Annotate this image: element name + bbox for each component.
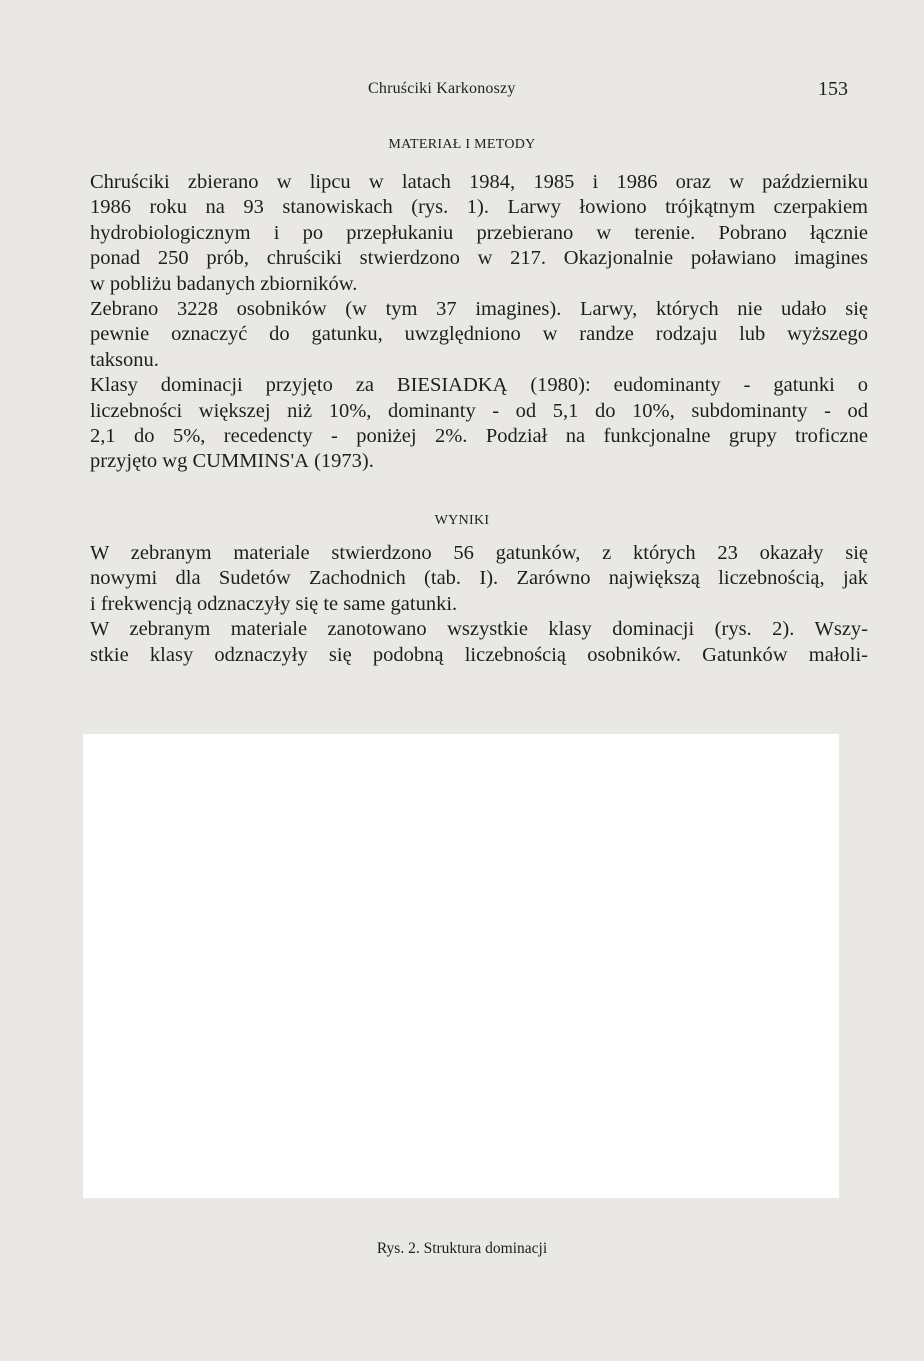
text-fragment: Klasy dominacji przyjęto za bbox=[90, 374, 374, 397]
text-fragment: przyjęto wg bbox=[90, 450, 188, 473]
section-heading-methods: MATERIAŁ I METODY bbox=[388, 137, 536, 152]
running-title: Chruściki Karkonoszy bbox=[368, 80, 516, 97]
text-line-composite bbox=[90, 449, 868, 474]
figure-placeholder bbox=[83, 734, 839, 1198]
text-line: W zebranym materiale zanotowano wszystkie klasy dominacji (rys. 2). Wszy- bbox=[90, 618, 868, 641]
text-line: liczebności większej niż 10%, dominanty - od 5,1 do 10%, subdominanty - od bbox=[90, 399, 868, 422]
text-line: i frekwencją odznaczyły się te same gatunki. bbox=[90, 592, 458, 615]
text-line: nowymi dla Sudetów Zachodnich (tab. I). Zarówno największą liczebnością, jak bbox=[90, 567, 868, 590]
text-line: w pobliżu badanych zbiorników. bbox=[90, 272, 358, 295]
text-line: hydrobiologicznym i po przepłukaniu przebierano w terenie. Pobrano łącznie bbox=[90, 221, 868, 244]
text-fragment: (1980): eudominanty - gatunki o bbox=[530, 374, 869, 397]
text-fragment: (1973). bbox=[314, 450, 374, 473]
text-line: Zebrano 3228 osobników (w tym 37 imagines). Larwy, których nie udało się bbox=[90, 297, 868, 320]
results-text bbox=[90, 541, 868, 668]
text-line: taksonu. bbox=[90, 348, 159, 371]
text-line: 1986 roku na 93 stanowiskach (rys. 1). Larwy łowiono trójkątnym czerpakiem bbox=[90, 196, 868, 219]
page-number: 153 bbox=[818, 78, 848, 100]
text-line: stkie klasy odznaczyły się podobną liczebnością osobników. Gatunków małoli- bbox=[90, 643, 868, 666]
text-line: ponad 250 prób, chruściki stwierdzono w 217. Okazjonalnie poławiano imagines bbox=[90, 247, 868, 270]
text-line: pewnie oznaczyć do gatunku, uwzględniono w randze rodzaju lub wyższego bbox=[90, 323, 868, 346]
methods-text bbox=[90, 170, 868, 475]
text-line: 2,1 do 5%, recedencty - poniżej 2%. Podział na funkcjonalne grupy troficzne bbox=[90, 424, 868, 447]
author-citation: BIESIADKĄ bbox=[396, 374, 508, 397]
section-heading-results: WYNIKI bbox=[434, 513, 490, 528]
text-line: Chruściki zbierano w lipcu w latach 1984, 1985 i 1986 oraz w październiku bbox=[90, 171, 868, 193]
figure-caption: Rys. 2. Struktura dominacji bbox=[376, 1240, 548, 1257]
text-line-composite bbox=[90, 373, 868, 398]
author-citation: CUMMINS'A bbox=[192, 450, 309, 473]
text-line: W zebranym materiale stwierdzono 56 gatunków, z których 23 okazały się bbox=[90, 542, 868, 564]
